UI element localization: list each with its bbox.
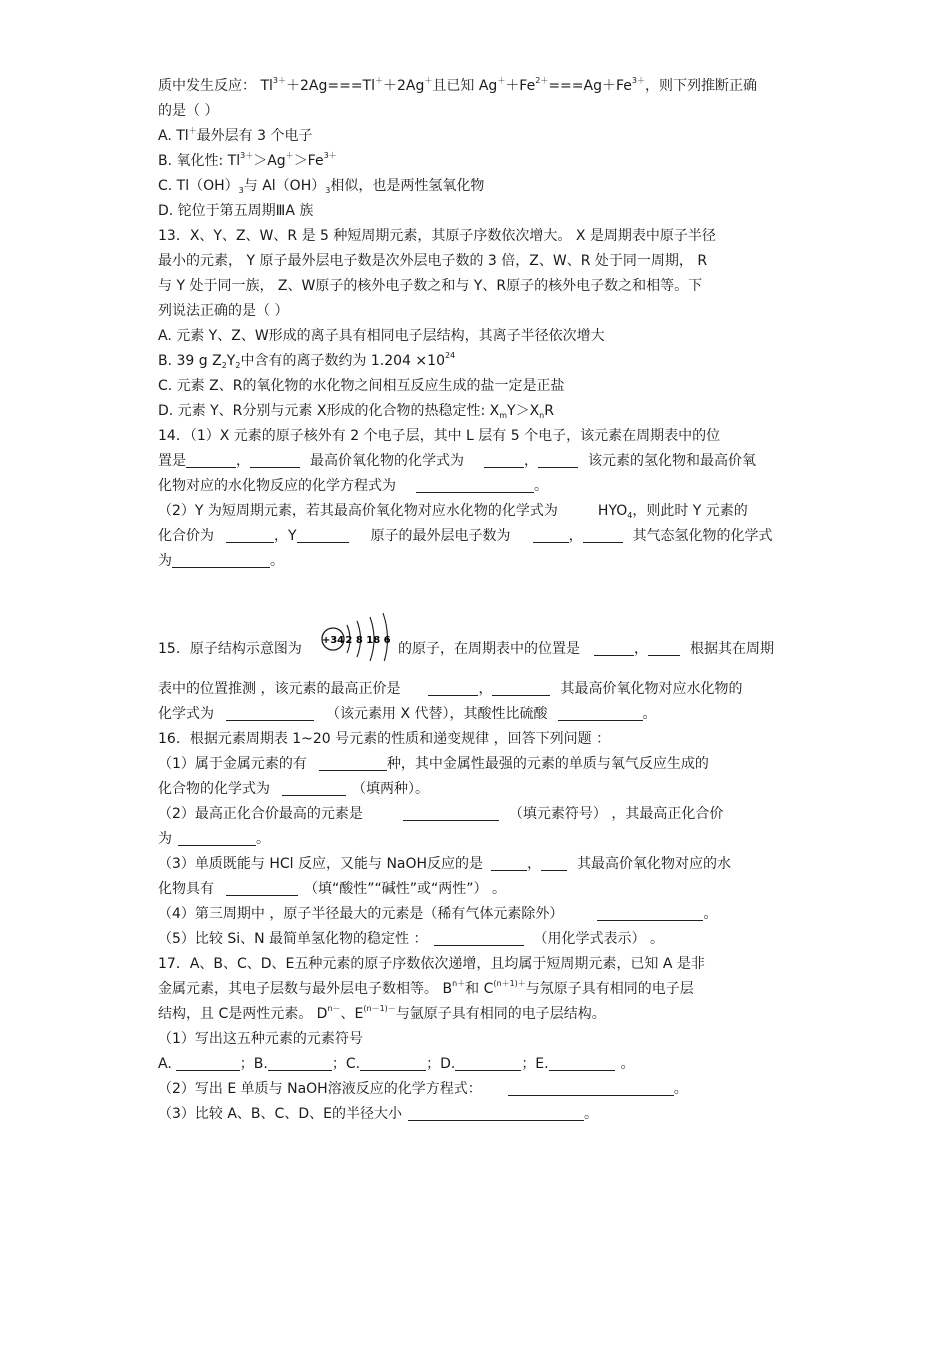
- answer-blank[interactable]: [541, 854, 567, 871]
- answer-blank[interactable]: [186, 451, 236, 468]
- q16-part1-line1: （1）属于金属元素的有 种，其中金属性最强的元素的单质与氧气反应生成的: [158, 756, 709, 772]
- answer-blank[interactable]: [594, 639, 634, 656]
- answer-blank[interactable]: [403, 804, 499, 821]
- q14-line2: 置是 ， 最高价氧化物的化学式为 ， 该元素的氢化物和最高价氧: [158, 453, 756, 469]
- answer-blank[interactable]: [597, 904, 703, 921]
- q13-option-b: B. 39 g $Z_2Y_2$中含有的离子数约为 $1.204 \times 10^{24}$: [158, 351, 456, 370]
- answer-blank[interactable]: [408, 1104, 584, 1121]
- answer-blank[interactable]: [250, 451, 300, 468]
- answer-blank[interactable]: [455, 1054, 521, 1071]
- answer-blank[interactable]: [360, 1054, 426, 1071]
- answer-blank[interactable]: [508, 1079, 674, 1096]
- q17-line1: 17．A、B、C、D、E五种元素的原子序数依次递增，且均属于短周期元素，已知 A 是非: [158, 956, 705, 972]
- answer-blank[interactable]: [282, 779, 346, 796]
- q16-part3-line2: 化物具有 （填“酸性”“碱性”或“两性”） 。: [158, 881, 506, 897]
- q12-option-b: B. 氧化性: $Tl^{3+}>Ag^+>Fe^{3+}$: [158, 151, 337, 169]
- answer-blank[interactable]: [268, 1054, 332, 1071]
- q13-stem-line1: 13．X、Y、Z、W、R 是 5 种短周期元素，其原子序数依次增大。 X 是周期表中原子半径: [158, 228, 716, 244]
- q12-option-c: C. $Tl(OH)_3$与 $Al(OH)_3$相似，也是两性氢氧化物: [158, 178, 485, 195]
- q17-line2: 金属元素，其电子层数与最外层电子数相等。 $B^{n+}$和 $C^{(n+1)+}$与氖原子具有相同的电子层: [158, 979, 694, 997]
- q14-line5: 化合价为 ，Y 原子的最外层电子数为 ， 其气态氢化物的化学式: [158, 528, 773, 544]
- q16-stem: 16．根据元素周期表 1~20 号元素的性质和递变规律 ，回答下列问题 ：: [158, 731, 611, 747]
- answer-blank[interactable]: [538, 451, 578, 468]
- q15-line1: +34 2 8 18 6 15．原子结构示意图为 的原子，在周期表中的位置是 ， 根据其在周期: [158, 617, 798, 677]
- answer-blank[interactable]: [172, 551, 270, 568]
- q13-option-a: A. 元素 Y、Z、W形成的离子具有相同电子层结构，其离子半径依次增大: [158, 328, 605, 344]
- answer-blank[interactable]: [484, 451, 524, 468]
- q15-line2: 表中的位置推测 ，该元素的最高正价是 ， 其最高价氧化物对应水化物的: [158, 681, 743, 697]
- answer-blank[interactable]: [428, 679, 478, 696]
- answer-blank[interactable]: [583, 526, 623, 543]
- electron-shells: 2 8 18 6: [345, 635, 391, 646]
- answer-blank[interactable]: [648, 639, 680, 656]
- answer-blank[interactable]: [297, 526, 349, 543]
- q16-part3-line1: （3）单质既能与 HCl 反应，又能与 NaOH反应的是 ， 其最高价氧化物对应的水: [158, 856, 732, 872]
- q14-line3: 化物对应的水化物反应的化学方程式为 。: [158, 478, 548, 494]
- q16-part1-line2: 化合物的化学式为 （填两种）。: [158, 781, 429, 797]
- q13-stem-line2: 最小的元素， Y 原子最外层电子数是次外层电子数的 3 倍，Z、W、R 处于同一周期， R: [158, 253, 708, 269]
- q14-line4: （2）Y 为短周期元素，若其最高价氧化物对应水化物的化学式为 $HYO_4$，则此时 Y 元素的: [158, 503, 748, 520]
- q16-part4: （4）第三周期中 ，原子半径最大的元素是（稀有气体元素除外） 。: [158, 906, 718, 922]
- answer-blank[interactable]: [491, 854, 527, 871]
- q17-part2: （2）写出 E 单质与 NaOH溶液反应的化学方程式： 。: [158, 1081, 688, 1097]
- q17-part1-answers: A. ；B. ；C. ；D. ；E. 。: [158, 1056, 635, 1072]
- q15-line3: 化学式为 （该元素用 X 代替），其酸性比硫酸 。: [158, 706, 657, 722]
- answer-blank[interactable]: [492, 679, 550, 696]
- q16-part2-line1: （2）最高正化合价最高的元素是 （填元素符号） ，其最高正化合价: [158, 806, 724, 822]
- answer-blank[interactable]: [549, 1054, 615, 1071]
- q13-option-c: C. 元素 Z、R的氧化物的水化物之间相互反应生成的盐一定是正盐: [158, 378, 565, 394]
- q13-stem-line4: 列说法正确的是（ ）: [158, 303, 289, 319]
- q13-option-d: D. 元素 Y、R分别与元素 X形成的化合物的热稳定性: $X_mY>X_nR$: [158, 403, 554, 420]
- atomic-structure-diagram: [318, 611, 398, 661]
- answer-blank[interactable]: [416, 476, 534, 493]
- q17-part1: （1）写出这五种元素的元素符号: [158, 1031, 363, 1047]
- q13-stem-line3: 与 Y 处于同一族， Z、W原子的核外电子数之和与 Y、R原子的核外电子数之和相等。下: [158, 278, 703, 294]
- q12-option-d: D. 铊位于第五周期ⅢA 族: [158, 203, 314, 219]
- q12-stem-line2: 的是（ ）: [158, 103, 219, 119]
- answer-blank[interactable]: [319, 754, 387, 771]
- answer-blank[interactable]: [226, 704, 314, 721]
- q16-part2-line2: 为 。: [158, 831, 270, 847]
- q16-part5: （5）比较 Si、N 最简单氢化物的稳定性 ： （用化学式表示） 。: [158, 931, 664, 947]
- answer-blank[interactable]: [176, 1054, 240, 1071]
- q14-line6: 为 。: [158, 553, 284, 569]
- q14-line1: 14．（1）X 元素的原子核外有 2 个电子层，其中 L 层有 5 个电子，该元素在周期表中的位: [158, 428, 721, 444]
- nucleus-charge: +34: [321, 635, 345, 646]
- q12-option-a: A. Tl＋最外层有 3 个电子: [158, 126, 313, 144]
- q17-part3: （3）比较 A、B、C、D、E的半径大小 。: [158, 1106, 598, 1122]
- answer-blank[interactable]: [226, 879, 298, 896]
- answer-blank[interactable]: [226, 526, 274, 543]
- answer-blank[interactable]: [178, 829, 256, 846]
- answer-blank[interactable]: [434, 929, 524, 946]
- q17-line3: 结构，且 C是两性元素。 $D^{n-}$、$E^{(n-1)-}$与氩原子具有相同的电子层结构。: [158, 1004, 606, 1022]
- document-page: [158, 74, 798, 1127]
- q12-stem-line1: 质中发生反应： $Tl^{3+}+2Ag===Tl^++2Ag^+$且已知 $Ag^++Fe^{2+}===Ag+Fe^{3+}$，则下列推断正确: [158, 76, 757, 94]
- answer-blank[interactable]: [533, 526, 569, 543]
- answer-blank[interactable]: [558, 704, 643, 721]
